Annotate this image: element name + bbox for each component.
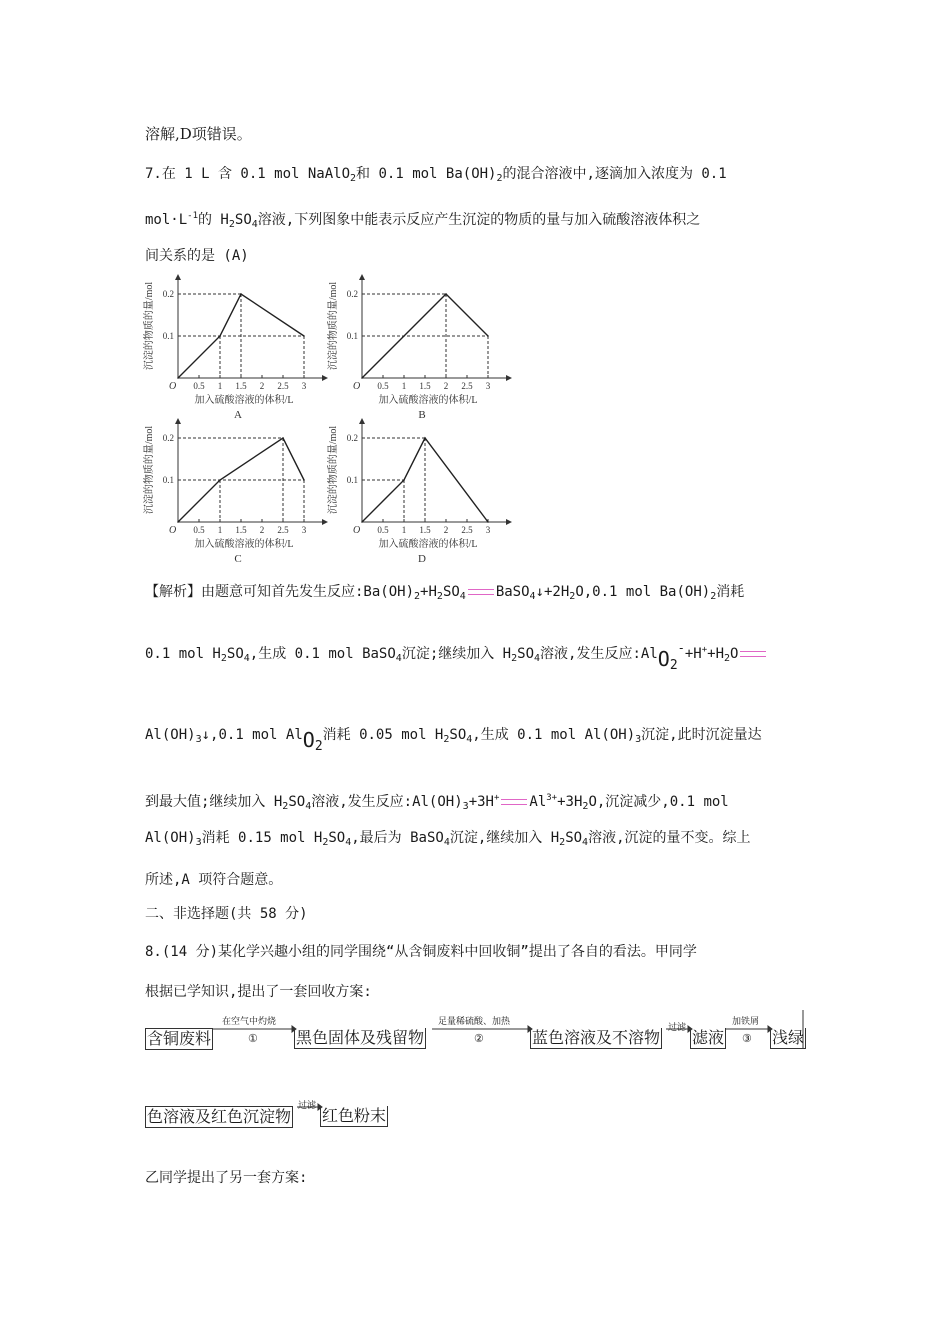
y-axis-arrow: [175, 274, 181, 280]
x-tick-label: 1: [217, 381, 223, 391]
y-axis-label: 沉淀的物质的量/mol: [328, 281, 339, 371]
y-axis-arrow: [359, 418, 365, 424]
origin-label: O: [169, 381, 177, 392]
data-point: [361, 377, 363, 379]
x-tick-label: 1.5: [235, 525, 247, 535]
analysis-line3: $Al(OH)_3↓,0.1$ mol AlO$_2$消耗 0.05 mol $H_2SO_4$,生成 0.1 mol $Al(OH)_3$沉淀,此时沉淀量达: [145, 727, 762, 754]
y-tick-label: 0.2: [162, 433, 174, 443]
x-tick-label: 3: [301, 381, 307, 391]
arrow-step-1: ①: [248, 1033, 258, 1045]
flow-box-filtrate: 滤液: [692, 1028, 725, 1047]
y-axis-label: 沉淀的物质的量/mol: [144, 281, 155, 371]
chart-grid: [0, 270, 950, 570]
x-tick-label: 2: [259, 525, 265, 535]
flow-box-black-solid: 黑色固体及残留物: [296, 1028, 425, 1047]
aluminate-ion: $O_2$: [302, 728, 323, 754]
question-7-line3: 间关系的是 (A): [145, 248, 249, 264]
analysis-line2: 0.1 mol $H_2SO_4$,生成 0.1 mol BaSO$_4$沉淀;继续加入 $H_2SO_4$溶液,发生反应$:AlO_2-+H^++H_2O$: [145, 640, 768, 669]
equals-sign: [501, 799, 527, 805]
x-tick-label: 3: [485, 381, 491, 391]
flow-box-green-part2: 色溶液及红色沉淀物: [147, 1107, 292, 1126]
x-axis-arrow: [322, 519, 328, 525]
y-axis-label: 沉淀的物质的量/mol: [144, 425, 155, 515]
question-8-line2: 根据已学知识,提出了一套回收方案:: [145, 984, 372, 1000]
y-tick-label: 0.2: [162, 289, 174, 299]
equals-sign: [740, 651, 766, 657]
data-point: [219, 479, 221, 481]
analysis-line5: $Al(OH)_3$消耗 0.15 mol $H_2SO_4$,最后为 BaSO$_4$沉淀,继续加入 $H_2SO_4$溶液,沉淀的量不变。综上: [145, 830, 751, 848]
question-8-line3: 乙同学提出了另一套方案:: [145, 1170, 308, 1186]
text-line-d-wrong: 溶解,D项错误。: [145, 125, 252, 143]
chart-title: D: [418, 553, 426, 565]
origin-label: O: [169, 525, 177, 536]
flow-box-red-powder: 红色粉末: [322, 1106, 387, 1125]
flow-box-blue-solution: 蓝色溶液及不溶物: [532, 1028, 661, 1047]
aluminate-ion: $O_2$: [657, 647, 678, 673]
x-tick-label: 1: [401, 381, 407, 391]
y-tick-label: 0.2: [346, 289, 358, 299]
arrow-label-acid: 足量稀硫酸、加热: [438, 1016, 511, 1026]
analysis-line1: 【解析】由题意可知首先发生反应$:Ba(OH)_2+H_2SO_4$ $BaSO_4↓+2H_2O,0.1$ mol $Ba(OH)_2$消耗: [145, 584, 745, 602]
question-7-line2: $mol\cdot L^{-1}$的 $H_2SO_4$溶液,下列图象中能表示反应产生沉淀的物质的量与加入硫酸溶液体积之: [145, 211, 701, 230]
origin-label: O: [353, 525, 361, 536]
x-tick-label: 1.5: [419, 381, 431, 391]
equals-sign: [468, 589, 494, 595]
data-point: [445, 293, 447, 295]
y-axis-arrow: [175, 418, 181, 424]
arrow-label-filter: 过滤: [668, 1022, 687, 1032]
arrow-step-2: ②: [474, 1033, 484, 1045]
y-axis-arrow: [359, 274, 365, 280]
data-point: [177, 377, 179, 379]
question-8-line1: 8.(14 分)某化学兴趣小组的同学围绕“从含铜废料中回收铜”提出了各自的看法。甲同学: [145, 944, 697, 960]
x-tick-label: 2: [259, 381, 265, 391]
x-tick-label: 3: [485, 525, 491, 535]
analysis-line6: 所述,A 项符合题意。: [145, 872, 283, 888]
data-point: [219, 335, 221, 337]
x-tick-label: 2.5: [277, 525, 289, 535]
arrow-label-filter-2: 过滤: [298, 1100, 317, 1110]
x-tick-label: 2: [443, 525, 449, 535]
chart-title: C: [234, 553, 242, 565]
x-axis-arrow: [506, 375, 512, 381]
flow-box-copper-waste: 含铜废料: [147, 1029, 212, 1048]
y-axis-label: 沉淀的物质的量/mol: [328, 425, 339, 515]
x-axis-label: 加入硫酸溶液的体积/L: [194, 395, 294, 406]
x-tick-label: 0.5: [377, 381, 389, 391]
x-tick-label: 0.5: [193, 525, 205, 535]
y-tick-label: 0.2: [346, 433, 358, 443]
x-tick-label: 2.5: [461, 381, 473, 391]
data-point: [361, 521, 363, 523]
x-axis-arrow: [506, 519, 512, 525]
x-axis-label: 加入硫酸溶液的体积/L: [378, 539, 478, 550]
x-tick-label: 1.5: [419, 525, 431, 535]
x-tick-label: 3: [301, 525, 307, 535]
data-point: [177, 521, 179, 523]
y-tick-label: 0.1: [346, 475, 358, 485]
x-tick-label: 2.5: [277, 381, 289, 391]
x-tick-label: 1: [401, 525, 407, 535]
arrow-step-3: ③: [742, 1033, 752, 1045]
x-tick-label: 1: [217, 525, 223, 535]
x-tick-label: 2: [443, 381, 449, 391]
analysis-line4: 到最大值;继续加入 $H_2SO_4$溶液,发生反应$:Al(OH)_3+3H^+$ $Al^{3+}+3H_2O$,沉淀减少,0.1 mol: [145, 793, 729, 812]
flow-box-green-part1: 浅绿: [772, 1028, 805, 1047]
x-tick-label: 0.5: [193, 381, 205, 391]
data-point: [303, 335, 305, 337]
arrow-label-burn: 在空气中灼烧: [222, 1016, 277, 1026]
data-point: [487, 335, 489, 337]
chart-title: B: [418, 409, 426, 421]
origin-label: O: [353, 381, 361, 392]
y-tick-label: 0.1: [346, 331, 358, 341]
x-axis-label: 加入硫酸溶液的体积/L: [194, 539, 294, 550]
x-tick-label: 0.5: [377, 525, 389, 535]
data-point: [424, 437, 426, 439]
arrow-label-iron: 加铁屑: [732, 1016, 760, 1026]
y-tick-label: 0.1: [162, 475, 174, 485]
section-heading-nonchoice: 二、非选择题(共 58 分): [145, 906, 308, 922]
chart-title: A: [234, 409, 242, 421]
data-point: [403, 479, 405, 481]
question-7-line1: 7.在 1 L 含 0.1 mol NaAlO$_2$和 0.1 mol $Ba(OH)_2$的混合溶液中,逐滴加入浓度为 0.1: [145, 166, 727, 184]
y-tick-label: 0.1: [162, 331, 174, 341]
data-point: [487, 521, 489, 523]
x-axis-arrow: [322, 375, 328, 381]
x-axis-label: 加入硫酸溶液的体积/L: [378, 395, 478, 406]
x-tick-label: 1.5: [235, 381, 247, 391]
x-tick-label: 2.5: [461, 525, 473, 535]
data-point: [240, 293, 242, 295]
data-point: [303, 479, 305, 481]
data-point: [282, 437, 284, 439]
